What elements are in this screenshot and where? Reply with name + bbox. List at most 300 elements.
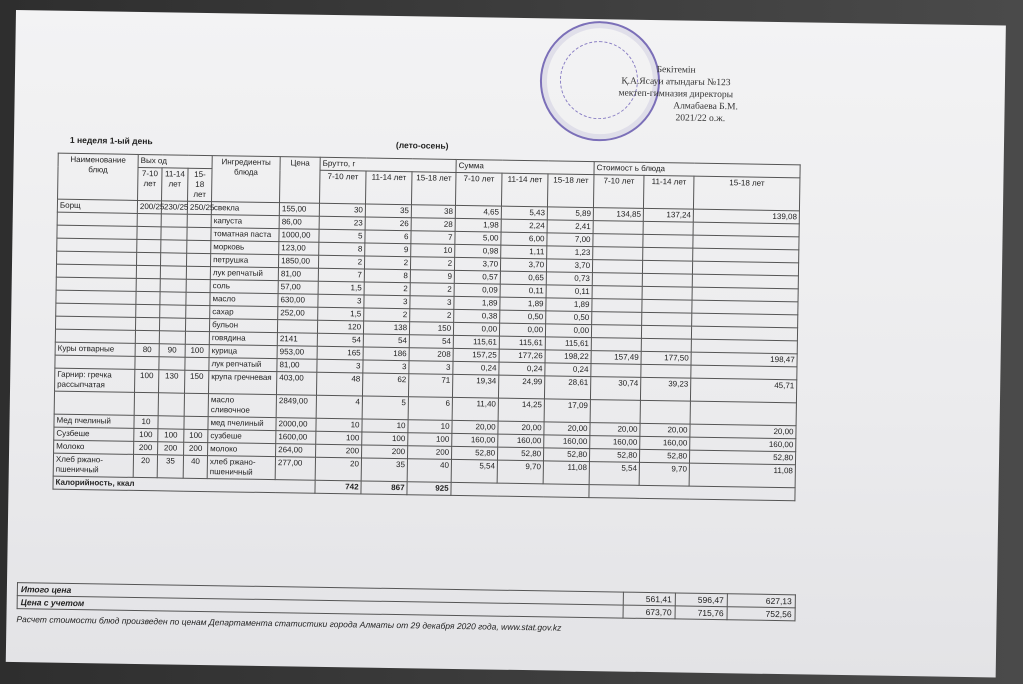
total-age-1: 561,41 bbox=[623, 592, 675, 606]
dish-name bbox=[55, 329, 135, 343]
yield-age-2: 230/25 bbox=[161, 201, 187, 214]
gross-age-2: 35 bbox=[361, 458, 407, 482]
sum-age-1: 0,09 bbox=[454, 283, 500, 297]
cost-age-2 bbox=[643, 260, 693, 274]
gross-age-1: 10 bbox=[316, 418, 362, 432]
yield-age-2 bbox=[159, 357, 185, 370]
yield-age-1 bbox=[136, 265, 160, 278]
sum-age-2: 0,65 bbox=[500, 271, 546, 285]
gross-age-3: 2 bbox=[411, 257, 455, 271]
gross-age-2: 100 bbox=[362, 432, 408, 446]
header-ingredients: Ингредиенты блюда bbox=[212, 156, 281, 203]
header-sum-age-2: 11-14 лет bbox=[502, 173, 549, 207]
header-yield-age-1: 7-10 лет bbox=[138, 167, 163, 200]
yield-age-1 bbox=[135, 356, 159, 369]
price: 86,00 bbox=[279, 216, 319, 230]
ingredient: свекла bbox=[211, 202, 279, 216]
yield-age-2 bbox=[158, 416, 184, 429]
yield-age-3 bbox=[186, 253, 210, 266]
calories-empty-sum bbox=[451, 482, 589, 497]
yield-age-3 bbox=[186, 305, 210, 318]
gross-age-2: 200 bbox=[362, 445, 408, 459]
ingredient: морковь bbox=[211, 241, 279, 255]
yield-age-3 bbox=[187, 214, 211, 227]
yield-age-1 bbox=[136, 291, 160, 304]
gross-age-1: 100 bbox=[316, 431, 362, 445]
sum-age-3: 20,00 bbox=[544, 422, 590, 436]
sum-age-2: 2,24 bbox=[501, 219, 547, 233]
sum-age-1: 3,70 bbox=[455, 257, 501, 271]
dish-name bbox=[56, 277, 136, 291]
season-heading: (лето-осень) bbox=[395, 139, 449, 151]
price: 1000,00 bbox=[279, 229, 319, 243]
gross-age-1: 20 bbox=[315, 457, 361, 481]
cost-age-3: 11,08 bbox=[689, 463, 795, 488]
yield-age-1 bbox=[137, 252, 161, 265]
yield-age-1 bbox=[135, 317, 159, 330]
gross-age-3: 9 bbox=[410, 270, 454, 284]
sum-age-2: 14,25 bbox=[498, 398, 544, 422]
calories-age-3: 925 bbox=[407, 482, 451, 496]
cost-age-1: 20,00 bbox=[590, 423, 640, 437]
sum-age-1: 1,89 bbox=[454, 296, 500, 310]
cost-age-1 bbox=[593, 234, 643, 248]
ingredient: масло bbox=[210, 293, 278, 307]
sum-age-2: 0,00 bbox=[499, 323, 545, 337]
ingredient: мед пчелиный bbox=[208, 417, 276, 431]
approval-block bbox=[580, 63, 771, 126]
ingredient: хлеб ржано-пшеничный bbox=[207, 456, 275, 480]
header-sum: Сумма bbox=[456, 159, 594, 174]
dish-name bbox=[56, 290, 136, 304]
gross-age-1: 7 bbox=[318, 268, 364, 282]
cost-age-2 bbox=[642, 312, 692, 326]
sum-age-1: 20,00 bbox=[452, 420, 498, 434]
gross-age-3: 71 bbox=[409, 374, 453, 398]
approval-line-5: 2021/22 о.ж. bbox=[675, 113, 726, 125]
gross-age-3: 3 bbox=[410, 296, 454, 310]
sum-age-3: 0,11 bbox=[546, 285, 592, 299]
cost-age-1: 134,85 bbox=[593, 208, 643, 222]
yield-age-3 bbox=[186, 266, 210, 279]
sum-age-2: 9,70 bbox=[497, 460, 543, 484]
sum-age-3: 17,09 bbox=[544, 399, 590, 423]
sum-age-1: 4,65 bbox=[455, 205, 501, 219]
sum-age-2: 177,26 bbox=[499, 349, 545, 363]
header-sum-age-3: 15-18 лет bbox=[548, 174, 595, 208]
dish-name bbox=[56, 303, 136, 317]
gross-age-2: 5 bbox=[362, 396, 408, 420]
adjusted-age-3: 752,56 bbox=[727, 607, 795, 621]
ingredient: томатная паста bbox=[211, 228, 279, 242]
sum-age-2: 20,00 bbox=[498, 421, 544, 435]
sum-age-3: 0,00 bbox=[545, 324, 591, 338]
price: 81,00 bbox=[278, 268, 318, 282]
yield-age-3 bbox=[184, 393, 208, 416]
ingredient: говядина bbox=[209, 332, 277, 346]
cost-age-1 bbox=[593, 221, 643, 235]
dish-name bbox=[55, 316, 135, 330]
price: 2141 bbox=[277, 333, 317, 347]
dish-name bbox=[57, 251, 137, 265]
sum-age-1: 160,00 bbox=[452, 433, 498, 447]
header-cost-age-3: 15-18 лет bbox=[694, 176, 801, 211]
price: 1600,00 bbox=[276, 431, 316, 445]
gross-age-1: 120 bbox=[317, 320, 363, 334]
header-yield-age-3: 15-18 лет bbox=[188, 168, 213, 201]
header-yield: Вых од bbox=[138, 154, 212, 168]
yield-age-2: 200 bbox=[158, 442, 184, 455]
sum-age-1: 52,80 bbox=[452, 446, 498, 460]
week-day-heading: 1 неделя 1-ый день bbox=[69, 134, 153, 147]
calories-empty-cost bbox=[589, 485, 795, 501]
gross-age-1: 30 bbox=[319, 203, 365, 217]
dish-name: Хлеб ржано-пшеничный bbox=[53, 453, 133, 477]
header-gross-age-2: 11-14 лет bbox=[366, 171, 413, 205]
gross-age-1: 5 bbox=[319, 229, 365, 243]
gross-age-3: 38 bbox=[411, 205, 455, 219]
gross-age-2: 3 bbox=[364, 295, 410, 309]
gross-age-3: 6 bbox=[408, 397, 452, 421]
yield-age-2 bbox=[159, 318, 185, 331]
price: 252,00 bbox=[278, 307, 318, 321]
sum-age-2: 3,70 bbox=[501, 258, 547, 272]
header-cost-age-1: 7-10 лет bbox=[594, 175, 645, 209]
sum-age-2: 115,61 bbox=[499, 336, 545, 350]
ingredient: курица bbox=[209, 345, 277, 359]
gross-age-1: 1,5 bbox=[318, 307, 364, 321]
yield-age-2 bbox=[161, 214, 187, 227]
sum-age-3: 3,70 bbox=[547, 259, 593, 273]
cost-age-2: 52,80 bbox=[640, 449, 690, 463]
total-age-3: 627,13 bbox=[727, 594, 795, 608]
cost-age-1 bbox=[591, 338, 641, 352]
cost-age-2 bbox=[642, 286, 692, 300]
approval-line-2: Қ.А.Ясауи атындағы №123 bbox=[621, 76, 731, 89]
yield-age-1 bbox=[136, 304, 160, 317]
gross-age-2: 62 bbox=[363, 373, 409, 397]
gross-age-3: 40 bbox=[407, 459, 451, 483]
cost-age-3: 160,00 bbox=[690, 437, 796, 452]
sum-age-3: 11,08 bbox=[543, 461, 589, 485]
cost-age-3: 198,47 bbox=[691, 352, 797, 367]
yield-age-3 bbox=[186, 279, 210, 292]
cost-age-1: 157,49 bbox=[591, 351, 641, 365]
gross-age-3: 10 bbox=[411, 244, 455, 258]
yield-age-1 bbox=[136, 278, 160, 291]
yield-age-3 bbox=[185, 357, 209, 370]
sum-age-3: 115,61 bbox=[545, 337, 591, 351]
gross-age-2: 9 bbox=[365, 243, 411, 257]
gross-age-2: 8 bbox=[364, 269, 410, 283]
cost-age-1: 160,00 bbox=[590, 436, 640, 450]
ingredient: соль bbox=[210, 280, 278, 294]
cost-age-1 bbox=[592, 273, 642, 287]
cost-age-2 bbox=[642, 273, 692, 287]
price bbox=[277, 320, 317, 334]
header-gross: Брутто, г bbox=[320, 157, 456, 172]
sum-age-2: 0,24 bbox=[499, 362, 545, 376]
sum-age-2: 1,89 bbox=[500, 297, 546, 311]
yield-age-2 bbox=[161, 240, 187, 253]
gross-age-3: 100 bbox=[408, 433, 452, 447]
yield-age-3: 40 bbox=[183, 455, 207, 478]
gross-age-1: 54 bbox=[317, 333, 363, 347]
yield-age-3 bbox=[186, 292, 210, 305]
sum-age-1: 0,57 bbox=[454, 270, 500, 284]
dish-name bbox=[55, 355, 135, 369]
header-cost: Стоимост ь блюда bbox=[594, 162, 800, 178]
yield-age-3: 150 bbox=[185, 370, 209, 393]
yield-age-1: 100 bbox=[135, 369, 159, 392]
sum-age-2: 52,80 bbox=[498, 447, 544, 461]
sum-age-3: 5,89 bbox=[547, 207, 593, 221]
cost-age-1 bbox=[593, 260, 643, 274]
sum-age-3: 7,00 bbox=[547, 233, 593, 247]
yield-age-3: 200 bbox=[184, 442, 208, 455]
cost-age-1 bbox=[591, 364, 641, 378]
dish-name: Куры отварные bbox=[55, 342, 135, 356]
price: 57,00 bbox=[278, 281, 318, 295]
gross-age-2: 3 bbox=[363, 360, 409, 374]
gross-age-1: 3 bbox=[318, 294, 364, 308]
yield-age-3 bbox=[184, 416, 208, 429]
gross-age-2: 35 bbox=[365, 204, 411, 218]
cost-age-2: 9,70 bbox=[639, 462, 689, 486]
sum-age-2: 0,50 bbox=[500, 310, 546, 324]
dish-name: Борщ bbox=[57, 199, 137, 213]
total-label: Итого цена bbox=[17, 583, 623, 606]
gross-age-3: 54 bbox=[409, 335, 453, 349]
yield-age-2 bbox=[160, 292, 186, 305]
gross-age-3: 150 bbox=[409, 322, 453, 336]
ingredient: капуста bbox=[211, 215, 279, 229]
cost-age-1: 30,74 bbox=[591, 377, 641, 401]
sum-age-1: 0,98 bbox=[455, 244, 501, 258]
ingredient: сахар bbox=[210, 306, 278, 320]
price: 953,00 bbox=[277, 346, 317, 360]
yield-age-1 bbox=[134, 392, 158, 415]
menu-cost-table bbox=[52, 153, 800, 502]
adjusted-age-2: 715,76 bbox=[675, 606, 727, 620]
sum-age-2: 24,99 bbox=[499, 375, 545, 399]
gross-age-1: 23 bbox=[319, 216, 365, 230]
dish-name: Мед пчелиный bbox=[54, 414, 134, 428]
cost-age-1: 52,80 bbox=[590, 449, 640, 463]
cost-age-1 bbox=[592, 299, 642, 313]
price: 155,00 bbox=[279, 203, 319, 217]
gross-age-2: 2 bbox=[364, 308, 410, 322]
yield-age-2 bbox=[161, 227, 187, 240]
cost-age-2: 160,00 bbox=[640, 436, 690, 450]
gross-age-3: 10 bbox=[408, 420, 452, 434]
gross-age-2: 6 bbox=[365, 230, 411, 244]
ingredient: молоко bbox=[208, 443, 276, 457]
yield-age-1: 200 bbox=[134, 441, 158, 454]
sum-age-2: 0,11 bbox=[500, 284, 546, 298]
sum-age-3: 0,24 bbox=[545, 363, 591, 377]
cost-age-2: 39,23 bbox=[641, 377, 691, 401]
cost-age-2 bbox=[643, 247, 693, 261]
dish-name bbox=[56, 264, 136, 278]
cost-age-2 bbox=[640, 400, 690, 424]
yield-age-3 bbox=[185, 318, 209, 331]
gross-age-3: 2 bbox=[410, 309, 454, 323]
yield-age-1: 100 bbox=[134, 428, 158, 441]
adjusted-label: Цена с учетом bbox=[17, 596, 623, 619]
sum-age-2: 5,43 bbox=[501, 206, 547, 220]
adjusted-age-1: 673,70 bbox=[623, 605, 675, 619]
yield-age-2: 130 bbox=[159, 370, 185, 393]
gross-age-2: 186 bbox=[363, 347, 409, 361]
gross-age-2: 138 bbox=[363, 321, 409, 335]
ingredient: петрушка bbox=[211, 254, 279, 268]
yield-age-1 bbox=[135, 330, 159, 343]
dish-name bbox=[54, 391, 134, 415]
sum-age-1: 11,40 bbox=[452, 397, 498, 421]
cost-age-1 bbox=[591, 325, 641, 339]
header-gross-age-1: 7-10 лет bbox=[320, 170, 367, 204]
gross-age-1: 8 bbox=[319, 242, 365, 256]
sum-age-3: 52,80 bbox=[544, 448, 590, 462]
yield-age-1 bbox=[137, 226, 161, 239]
cost-age-2: 20,00 bbox=[640, 423, 690, 437]
price: 81,00 bbox=[277, 359, 317, 373]
sum-age-3: 1,89 bbox=[546, 298, 592, 312]
gross-age-3: 28 bbox=[411, 218, 455, 232]
price: 264,00 bbox=[276, 444, 316, 458]
sum-age-3: 1,23 bbox=[547, 246, 593, 260]
approval-line-1: Бекітемін bbox=[656, 65, 696, 76]
cost-age-3: 139,08 bbox=[693, 209, 799, 224]
ingredient: крупа гречневая bbox=[209, 371, 277, 395]
yield-age-2 bbox=[158, 393, 184, 416]
cost-age-3: 52,80 bbox=[690, 450, 796, 465]
cost-age-2: 137,24 bbox=[643, 208, 693, 222]
dish-name bbox=[57, 225, 137, 239]
sum-age-1: 1,98 bbox=[455, 218, 501, 232]
calories-label: Калорийность, ккал bbox=[53, 476, 315, 493]
gross-age-2: 10 bbox=[362, 419, 408, 433]
gross-age-2: 2 bbox=[364, 282, 410, 296]
cost-age-2 bbox=[641, 338, 691, 352]
yield-age-3 bbox=[187, 227, 211, 240]
ingredient: бульон bbox=[210, 319, 278, 333]
sum-age-1: 157,25 bbox=[453, 348, 499, 362]
header-yield-age-2: 11-14 лет bbox=[162, 168, 189, 201]
yield-age-1 bbox=[137, 213, 161, 226]
footnote: Расчет стоимости блюд произведен по ценам Департамента статистики города Алматы от 29 декабря 2020 года, www.stat.gov.kz bbox=[16, 614, 562, 633]
gross-age-1: 1,5 bbox=[318, 281, 364, 295]
gross-age-1: 3 bbox=[317, 359, 363, 373]
sum-age-1: 5,54 bbox=[451, 459, 497, 483]
gross-age-3: 200 bbox=[408, 446, 452, 460]
sum-age-3: 28,61 bbox=[545, 376, 591, 400]
yield-age-2 bbox=[160, 253, 186, 266]
gross-age-1: 4 bbox=[316, 395, 362, 419]
dish-name bbox=[57, 212, 137, 226]
gross-age-2: 54 bbox=[363, 334, 409, 348]
cost-age-2 bbox=[643, 234, 693, 248]
ingredient: сузбеше bbox=[208, 430, 276, 444]
yield-age-2 bbox=[159, 331, 185, 344]
yield-age-2: 100 bbox=[158, 429, 184, 442]
dish-name: Сузбеше bbox=[54, 427, 134, 441]
yield-age-1: 20 bbox=[133, 454, 157, 477]
cost-age-3: 45,71 bbox=[691, 378, 797, 403]
sum-age-2: 160,00 bbox=[498, 434, 544, 448]
price: 277,00 bbox=[275, 457, 315, 481]
price: 123,00 bbox=[279, 242, 319, 256]
calories-age-2: 867 bbox=[361, 481, 407, 495]
table-body bbox=[53, 199, 799, 488]
yield-age-3: 100 bbox=[185, 344, 209, 357]
header-dish: Наименование блюд bbox=[58, 153, 139, 200]
sum-age-2: 6,00 bbox=[501, 232, 547, 246]
sum-age-1: 19,34 bbox=[453, 374, 499, 398]
ingredient: лук репчатый bbox=[210, 267, 278, 281]
price: 2000,00 bbox=[276, 418, 316, 432]
sum-age-3: 160,00 bbox=[544, 435, 590, 449]
header-cost-age-2: 11-14 лет bbox=[644, 175, 695, 209]
approval-line-4: Алмабаева Б.М. bbox=[673, 101, 738, 113]
yield-age-1 bbox=[137, 239, 161, 252]
yield-age-2: 35 bbox=[157, 455, 183, 478]
gross-age-1: 200 bbox=[316, 444, 362, 458]
dish-name: Молоко bbox=[54, 440, 134, 454]
yield-age-3: 100 bbox=[184, 429, 208, 442]
dish-name bbox=[57, 238, 137, 252]
cost-age-1: 5,54 bbox=[589, 462, 639, 486]
sum-age-1: 0,38 bbox=[454, 309, 500, 323]
price: 2849,00 bbox=[276, 395, 316, 419]
header-price: Цена bbox=[280, 157, 321, 204]
gross-age-3: 208 bbox=[409, 348, 453, 362]
yield-age-1: 200/25 bbox=[137, 200, 161, 213]
yield-age-2: 90 bbox=[159, 344, 185, 357]
dish-name: Гарнир: гречка рассыпчатая bbox=[55, 368, 135, 392]
gross-age-3: 3 bbox=[409, 361, 453, 375]
sum-age-1: 0,24 bbox=[453, 361, 499, 375]
cost-age-1 bbox=[592, 286, 642, 300]
sum-age-2: 1,11 bbox=[501, 245, 547, 259]
sum-age-1: 0,00 bbox=[454, 322, 500, 336]
gross-age-1: 165 bbox=[317, 346, 363, 360]
menu-sheet bbox=[6, 10, 1006, 677]
gross-age-2: 26 bbox=[365, 217, 411, 231]
total-age-2: 596,47 bbox=[675, 593, 727, 607]
sum-age-3: 2,41 bbox=[547, 220, 593, 234]
header-gross-age-3: 15-18 лет bbox=[412, 172, 457, 206]
sum-age-3: 0,50 bbox=[546, 311, 592, 325]
gross-age-3: 7 bbox=[411, 231, 455, 245]
gross-age-2: 2 bbox=[365, 256, 411, 270]
sum-age-3: 198,22 bbox=[545, 350, 591, 364]
cost-age-2 bbox=[643, 221, 693, 235]
gross-age-3: 2 bbox=[410, 283, 454, 297]
calories-age-1: 742 bbox=[315, 480, 361, 494]
price: 403,00 bbox=[277, 372, 317, 396]
cost-age-1 bbox=[592, 312, 642, 326]
yield-age-2 bbox=[160, 305, 186, 318]
cost-age-2 bbox=[641, 364, 691, 378]
cost-age-1 bbox=[593, 247, 643, 261]
price: 630,00 bbox=[278, 294, 318, 308]
gross-age-1: 2 bbox=[319, 255, 365, 269]
price: 1850,00 bbox=[279, 255, 319, 269]
yield-age-2 bbox=[160, 266, 186, 279]
cost-age-2 bbox=[641, 325, 691, 339]
